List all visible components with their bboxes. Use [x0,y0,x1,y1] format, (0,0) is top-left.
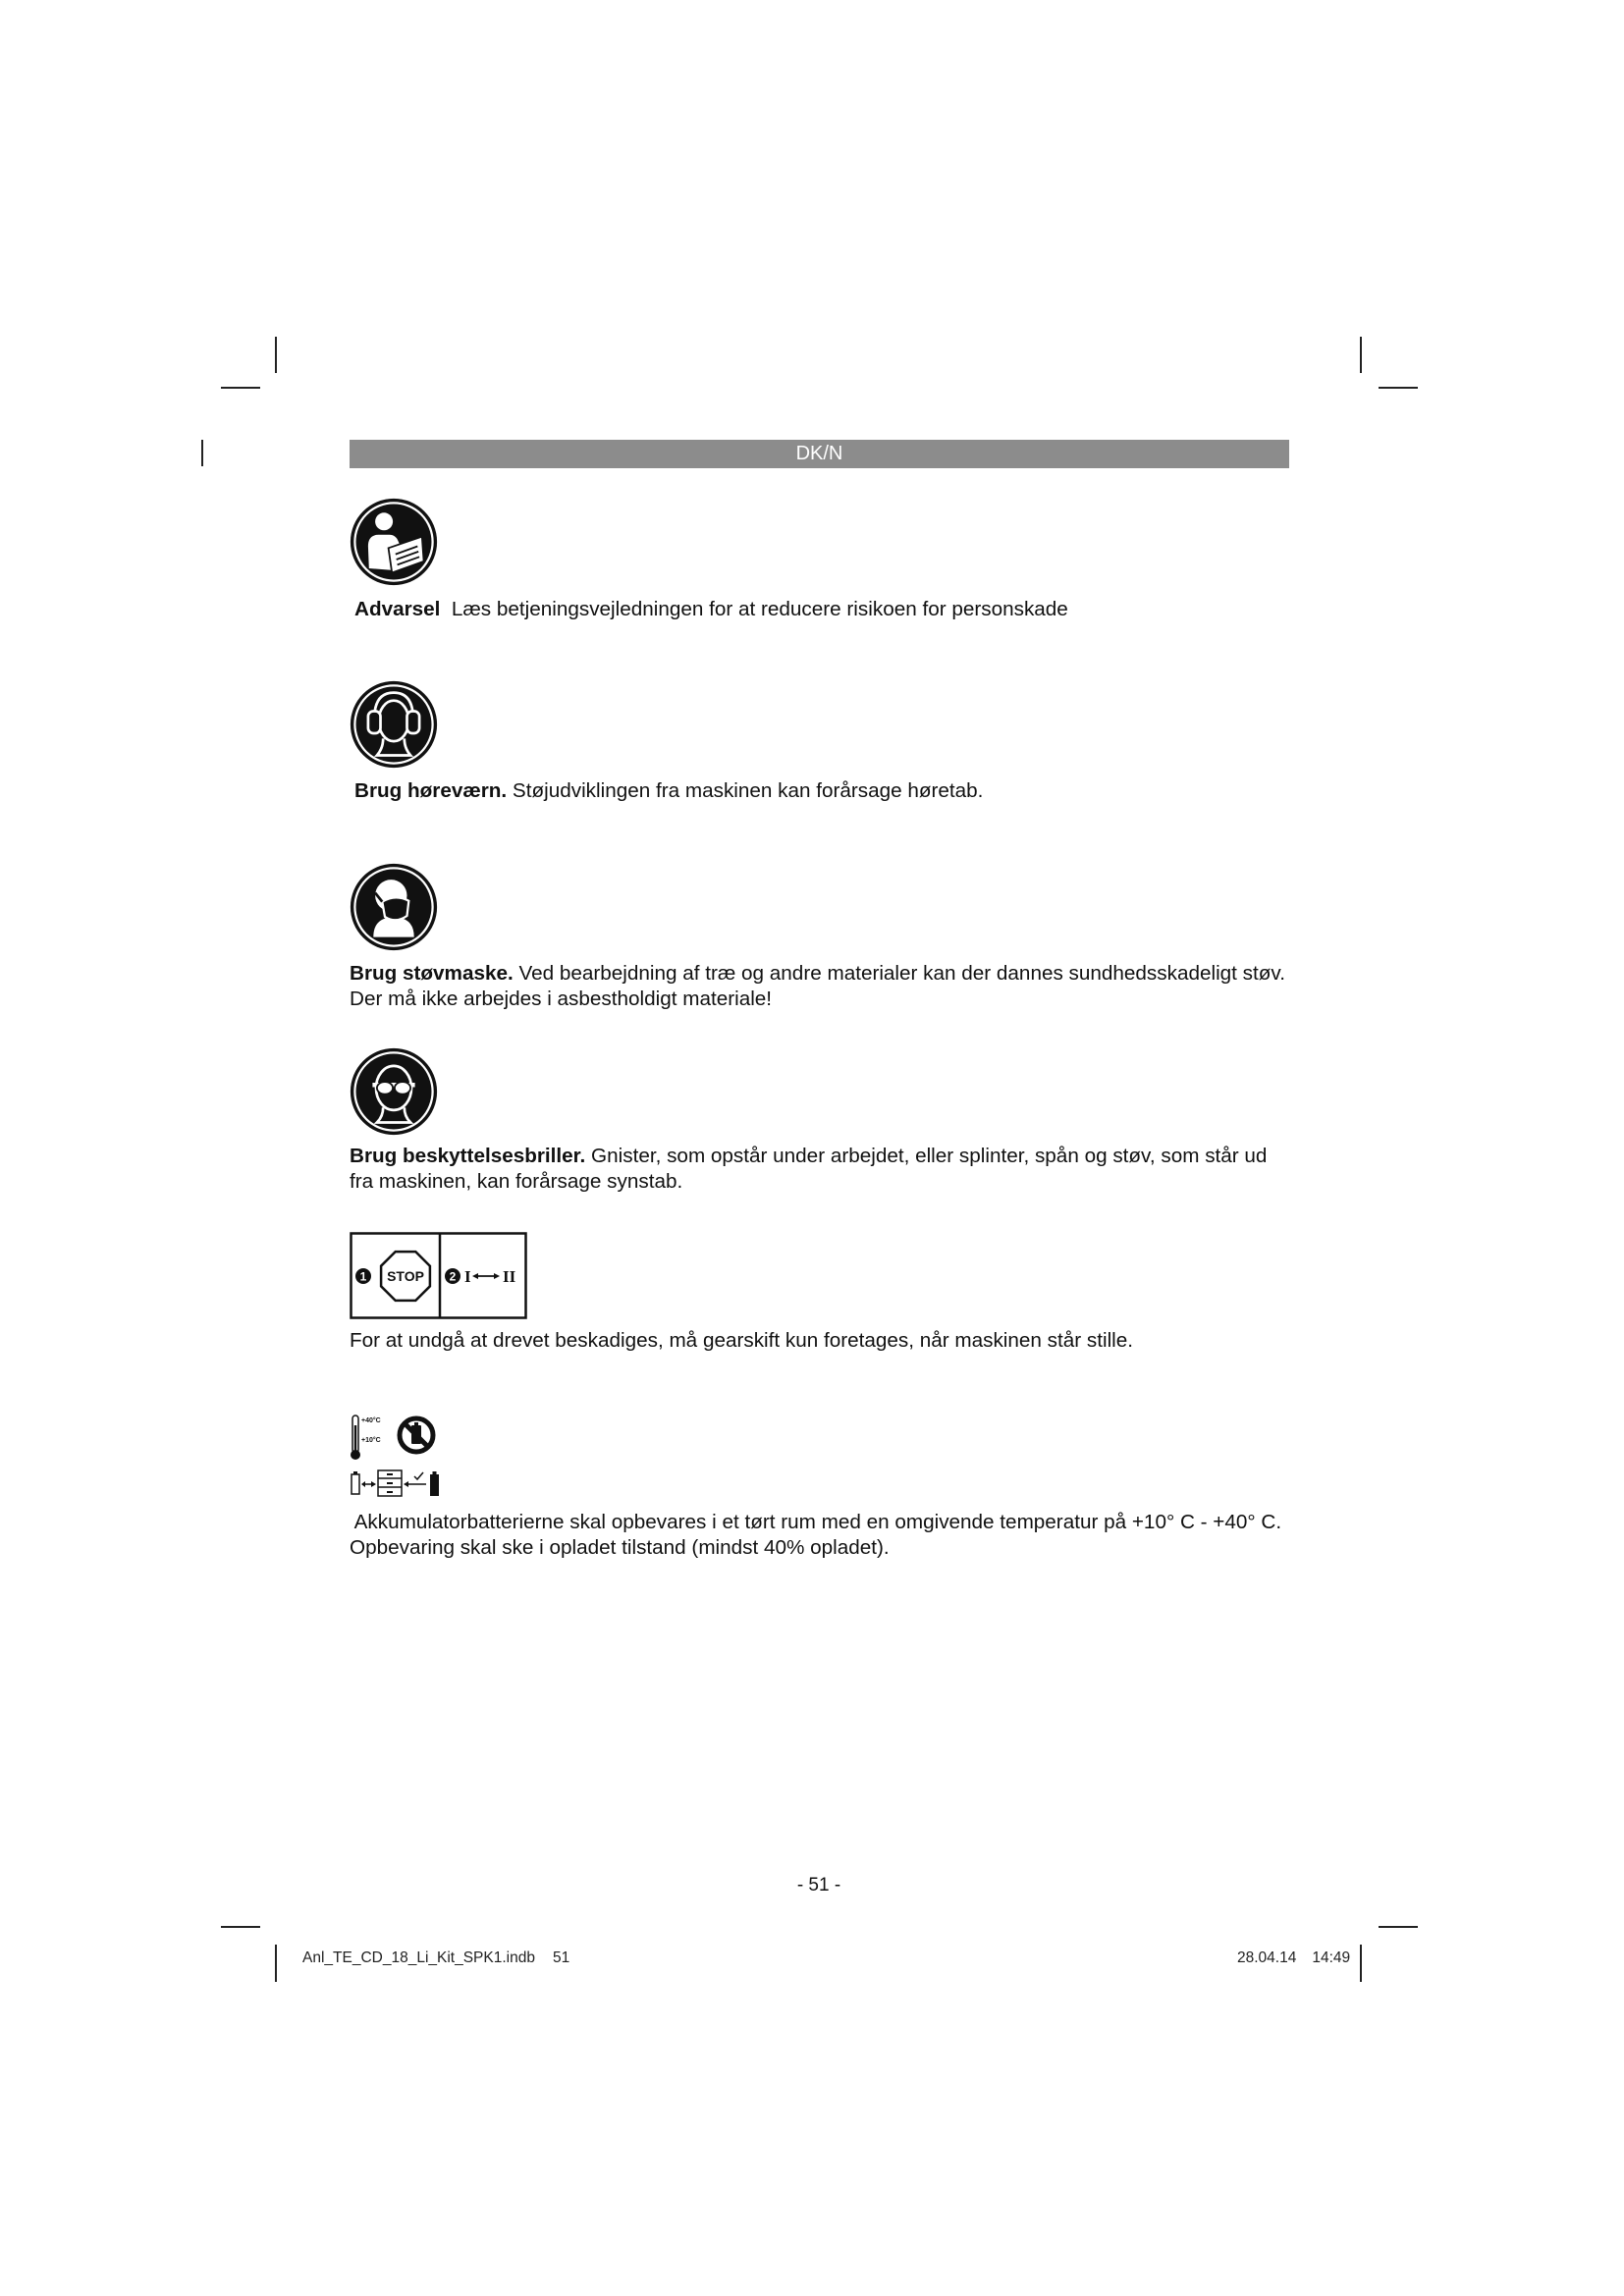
footer-date: 28.04.14 [1237,1949,1297,1966]
crop-mark-bottom-left-vertical [275,1945,277,1982]
warning-title: Brug støvmaske. [350,962,514,985]
warning-text-safety-goggles [350,1144,1267,1195]
warning-title: Brug beskyttelsesbriller. [350,1145,586,1167]
warning-text-dust-mask [350,961,1285,1012]
storage-cabinet-icon [378,1470,402,1496]
page-number: - 51 - [796,1875,841,1896]
warning-line [354,778,983,804]
battery-storage-line: Opbevaring skal ske i opladet tilstand (mindst 40% opladet). [350,1536,890,1559]
warning-body: Ved bearbejdning af træ og andre materialer kan der dannes sundhedsskadeligt støv. [513,962,1285,985]
temp-min-label: +10°C [361,1437,381,1444]
footer-timestamp [1237,1949,1350,1968]
warning-line: fra maskinen, kan forårsage synstab. [350,1170,683,1193]
footer-file-page: 51 [552,1949,570,1966]
warning-line [350,1144,1267,1169]
read-manual-icon-graphic [350,498,438,586]
gear-box-frame [352,1234,526,1318]
footer-filename: Anl_TE_CD_18_Li_Kit_SPK1.indb [302,1949,535,1966]
warning-line [350,961,1285,987]
battery-small-icon [352,1471,359,1494]
battery-storage-graphic [350,1414,443,1499]
battery-storage-text [350,1510,1281,1561]
read-manual-icon [350,498,438,586]
crop-mark-top-right-vertical [1360,337,1362,373]
warning-line [354,597,1068,622]
temp-max-label: +40°C [361,1417,381,1424]
warning-text-read-manual [354,597,1068,622]
warning-body: Læs betjeningsvejledningen for at reducere risikoen for personskade [440,598,1068,620]
language-header-label: DK/N [795,443,843,464]
warning-title: Brug høreværn. [354,779,508,802]
head-silhouette [377,701,410,756]
crop-mark-bottom-right-horizontal [1379,1926,1418,1928]
crop-mark-bottom-right-vertical [1360,1945,1362,1982]
ear-protection-icon-graphic [350,680,438,769]
crop-mark-bottom-left-horizontal [221,1926,260,1928]
crop-mark-top-left-vertical [275,337,277,373]
crop-mark-top-left-horizontal [221,387,260,389]
battery-storage-icon [350,1414,443,1499]
footer-time: 14:49 [1312,1949,1351,1966]
dust-mask-icon [350,863,438,951]
charge-arrow-icon [404,1472,426,1487]
warning-line: Der må ikke arbejdes i asbestholdigt materiale! [350,988,773,1010]
warning-body: Støjudviklingen fra maskinen kan forårsage høretab. [507,779,984,802]
footer-file-info [302,1949,569,1968]
warning-text-ear-protection [354,778,983,804]
charged-battery-icon [430,1471,439,1496]
step-2-number: 2 [449,1269,457,1284]
gear-shift-line: For at undgå at drevet beskadiges, må gearskift kun foretages, når maskinen står stille. [350,1329,1134,1352]
gear-from-label: I [464,1267,471,1286]
language-header-bar [350,440,1289,468]
crop-mark-top-right-horizontal [1379,387,1418,389]
dust-mask-icon-graphic [350,863,438,951]
gear-shift-stop-icon [350,1232,527,1319]
thermometer-icon [351,1415,360,1460]
registration-mark-left [201,440,203,466]
gear-shift-text [350,1328,1133,1354]
gear-shift-stop-graphic [350,1232,527,1319]
stop-label: STOP [387,1268,424,1284]
battery-storage-line: Akkumulatorbatterierne skal opbevares i et tørt rum med en omgivende temperatur på +10° C - +40° C. [350,1511,1282,1533]
no-heat-icon [400,1418,433,1452]
gear-to-label: II [503,1267,516,1286]
warning-body: Gnister, som opstår under arbejdet, eller splinter, spån og støv, som står ud [585,1145,1268,1167]
insert-arrow-icon [361,1481,376,1487]
safety-goggles-icon-graphic [350,1047,438,1136]
step-1-number: 1 [359,1269,367,1284]
warning-title: Advarsel [354,598,441,620]
ear-protection-icon [350,680,438,769]
safety-goggles-icon [350,1047,438,1136]
